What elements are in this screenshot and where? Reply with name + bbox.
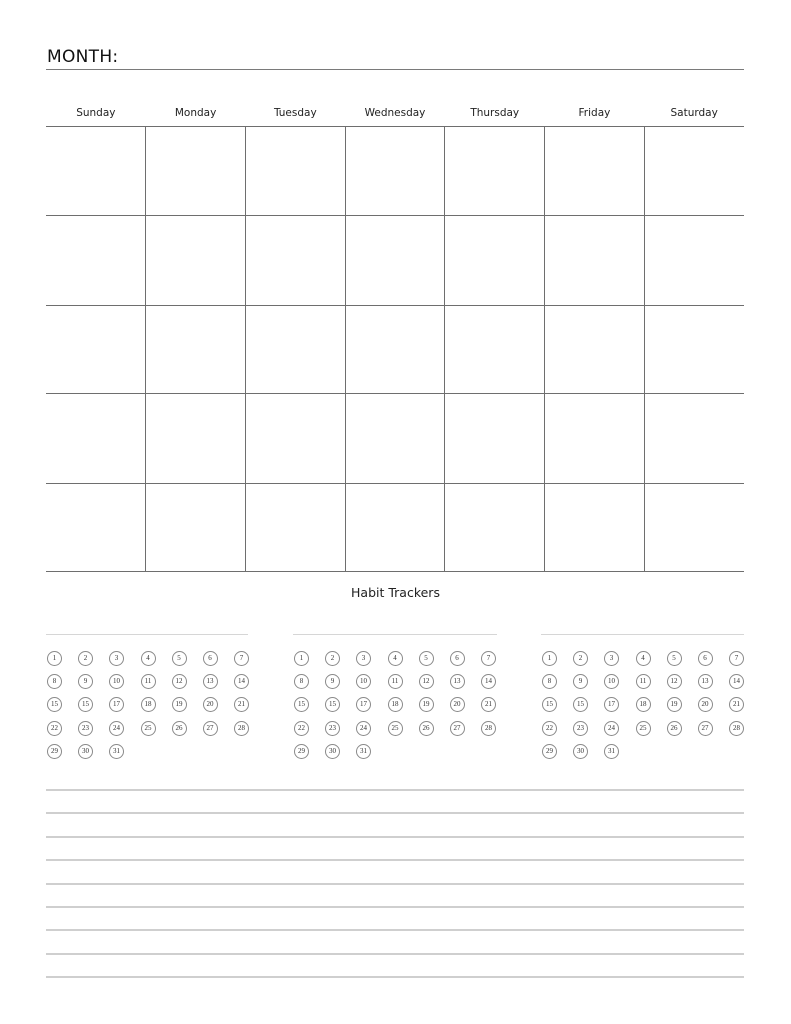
habit-day-circle[interactable]: 12: [667, 674, 682, 689]
calendar-day-cell[interactable]: [46, 484, 145, 571]
habit-day-circle[interactable]: 14: [481, 674, 496, 689]
calendar-day-cell[interactable]: [245, 306, 345, 393]
habit-day-circle[interactable]: 27: [698, 721, 713, 736]
habit-day-circle[interactable]: 24: [356, 721, 371, 736]
habit-day-circle[interactable]: 10: [604, 674, 619, 689]
calendar-day-cell[interactable]: [444, 127, 544, 215]
note-line[interactable]: [46, 929, 744, 931]
habit-day-circle[interactable]: 15: [47, 697, 62, 712]
habit-tracker-1: [46, 634, 248, 755]
habit-day-circle[interactable]: 15: [78, 697, 93, 712]
habit-day-circle[interactable]: 7: [234, 651, 249, 666]
habit-day-circle[interactable]: 30: [573, 744, 588, 759]
day-header-sunday: Sunday: [76, 107, 116, 119]
habit-day-circle[interactable]: 10: [109, 674, 124, 689]
habit-day-circle[interactable]: 25: [636, 721, 651, 736]
habit-day-circle[interactable]: 21: [729, 697, 744, 712]
habit-day-circle[interactable]: 29: [294, 744, 309, 759]
habit-day-circle[interactable]: 14: [234, 674, 249, 689]
habit-day-circle[interactable]: 15: [573, 697, 588, 712]
habit-day-circle[interactable]: 18: [141, 697, 156, 712]
day-header-saturday: Saturday: [670, 107, 718, 119]
habit-day-circle[interactable]: 27: [450, 721, 465, 736]
habit-day-circle[interactable]: 23: [573, 721, 588, 736]
note-line[interactable]: [46, 812, 744, 814]
calendar-day-cell[interactable]: [345, 216, 445, 305]
calendar-week-row: [46, 127, 744, 216]
calendar-day-cell[interactable]: [345, 127, 445, 215]
calendar-day-cell[interactable]: [245, 127, 345, 215]
habit-day-circle[interactable]: 15: [294, 697, 309, 712]
calendar-day-cell[interactable]: [444, 484, 544, 571]
habit-day-circle[interactable]: 20: [203, 697, 218, 712]
habit-day-circle[interactable]: 8: [294, 674, 309, 689]
calendar-day-cell[interactable]: [245, 216, 345, 305]
habit-day-circle[interactable]: 18: [636, 697, 651, 712]
habit-day-circle[interactable]: 4: [636, 651, 651, 666]
habit-day-circle[interactable]: 24: [604, 721, 619, 736]
habit-day-circle[interactable]: 20: [450, 697, 465, 712]
calendar-day-cell[interactable]: [444, 394, 544, 483]
note-line[interactable]: [46, 836, 744, 838]
calendar-day-cell[interactable]: [46, 394, 145, 483]
calendar-week-row: [46, 216, 744, 306]
calendar-day-cell[interactable]: [444, 216, 544, 305]
notes-lines: [46, 789, 744, 1000]
habit-day-circle[interactable]: 22: [47, 721, 62, 736]
habit-day-circle[interactable]: 22: [542, 721, 557, 736]
habit-day-circle[interactable]: 17: [109, 697, 124, 712]
habit-day-circle[interactable]: 25: [388, 721, 403, 736]
tracker-label-line[interactable]: [46, 634, 248, 635]
calendar-day-cell[interactable]: [544, 394, 644, 483]
calendar-day-cell[interactable]: [644, 394, 744, 483]
habit-day-circle[interactable]: 26: [172, 721, 187, 736]
calendar-day-cell[interactable]: [245, 394, 345, 483]
habit-day-circle[interactable]: 2: [325, 651, 340, 666]
habit-day-circle[interactable]: 29: [47, 744, 62, 759]
habit-day-circle[interactable]: 3: [109, 651, 124, 666]
habit-day-circle[interactable]: 4: [388, 651, 403, 666]
day-header-wednesday: Wednesday: [364, 107, 426, 119]
habit-day-circle[interactable]: 8: [47, 674, 62, 689]
habit-day-circle[interactable]: 5: [667, 651, 682, 666]
calendar-day-cell[interactable]: [345, 394, 445, 483]
habit-day-circle[interactable]: 13: [698, 674, 713, 689]
habit-day-circle[interactable]: 19: [419, 697, 434, 712]
habit-day-circle[interactable]: 26: [419, 721, 434, 736]
habit-day-circle[interactable]: 9: [573, 674, 588, 689]
habit-day-circle[interactable]: 25: [141, 721, 156, 736]
calendar-day-cell[interactable]: [145, 484, 245, 571]
calendar-day-cell[interactable]: [444, 306, 544, 393]
habit-day-circle[interactable]: 17: [604, 697, 619, 712]
habit-day-circle[interactable]: 13: [203, 674, 218, 689]
habit-day-circle[interactable]: 19: [667, 697, 682, 712]
tracker-label-line[interactable]: [293, 634, 497, 635]
habit-day-circle[interactable]: 11: [388, 674, 403, 689]
habit-day-circle[interactable]: 23: [78, 721, 93, 736]
month-title: MONTH:: [47, 47, 119, 67]
calendar-day-cell[interactable]: [145, 394, 245, 483]
habit-day-circle[interactable]: 1: [542, 651, 557, 666]
habit-day-circle[interactable]: 23: [325, 721, 340, 736]
calendar-day-cell[interactable]: [345, 484, 445, 571]
calendar-day-cell[interactable]: [644, 306, 744, 393]
note-line[interactable]: [46, 953, 744, 955]
habit-day-circle[interactable]: 28: [729, 721, 744, 736]
calendar-header: [46, 100, 744, 127]
habit-day-circle[interactable]: 19: [172, 697, 187, 712]
habit-day-circle[interactable]: 15: [325, 697, 340, 712]
calendar-day-cell[interactable]: [46, 216, 145, 305]
habit-day-circle[interactable]: 15: [542, 697, 557, 712]
day-header-monday: Monday: [174, 107, 217, 119]
habit-day-circle[interactable]: 3: [604, 651, 619, 666]
calendar-day-cell[interactable]: [544, 127, 644, 215]
habit-day-circle[interactable]: 9: [325, 674, 340, 689]
habit-day-circle[interactable]: 1: [294, 651, 309, 666]
note-line[interactable]: [46, 906, 744, 908]
tracker-label-line[interactable]: [541, 634, 744, 635]
habit-day-circle[interactable]: 24: [109, 721, 124, 736]
habit-tracker-2: [293, 634, 497, 755]
note-line[interactable]: [46, 883, 744, 885]
habit-day-circle[interactable]: 2: [573, 651, 588, 666]
note-line[interactable]: [46, 976, 744, 978]
habit-day-circle[interactable]: 26: [667, 721, 682, 736]
habit-day-circle[interactable]: 11: [141, 674, 156, 689]
day-header-tuesday: Tuesday: [273, 107, 317, 119]
calendar-day-cell[interactable]: [544, 484, 644, 571]
habit-day-circle[interactable]: 7: [729, 651, 744, 666]
habit-day-circle[interactable]: 9: [78, 674, 93, 689]
habit-day-circle[interactable]: 12: [172, 674, 187, 689]
habit-day-circle[interactable]: 21: [234, 697, 249, 712]
calendar-day-cell[interactable]: [345, 306, 445, 393]
calendar-day-cell[interactable]: [145, 216, 245, 305]
calendar-day-cell[interactable]: [544, 216, 644, 305]
habit-day-circle[interactable]: 5: [172, 651, 187, 666]
habit-day-circle[interactable]: 31: [604, 744, 619, 759]
note-line[interactable]: [46, 859, 744, 861]
habit-day-circle[interactable]: 13: [450, 674, 465, 689]
habit-day-circle[interactable]: 11: [636, 674, 651, 689]
habit-day-circle[interactable]: 31: [109, 744, 124, 759]
calendar-week-row: [46, 484, 744, 572]
habit-day-circle[interactable]: 3: [356, 651, 371, 666]
habit-day-circle[interactable]: 6: [203, 651, 218, 666]
calendar-body: [46, 127, 744, 572]
calendar-week-row: [46, 394, 744, 484]
calendar-day-cell[interactable]: [544, 306, 644, 393]
habit-day-circle[interactable]: 4: [141, 651, 156, 666]
habit-day-circle[interactable]: 8: [542, 674, 557, 689]
habit-day-circle[interactable]: 30: [325, 744, 340, 759]
habit-day-circle[interactable]: 20: [698, 697, 713, 712]
calendar-day-cell[interactable]: [46, 127, 145, 215]
habit-day-circle[interactable]: 21: [481, 697, 496, 712]
habit-day-circle[interactable]: 18: [388, 697, 403, 712]
habit-day-circle[interactable]: 2: [78, 651, 93, 666]
calendar-day-cell[interactable]: [644, 127, 744, 215]
calendar-day-cell[interactable]: [46, 306, 145, 393]
calendar-day-cell[interactable]: [644, 216, 744, 305]
habit-day-circle[interactable]: 31: [356, 744, 371, 759]
habit-day-circle[interactable]: 1: [47, 651, 62, 666]
calendar-grid: [46, 100, 744, 572]
habit-day-circle[interactable]: 14: [729, 674, 744, 689]
habit-day-circle[interactable]: 7: [481, 651, 496, 666]
habit-day-circle[interactable]: 22: [294, 721, 309, 736]
habit-day-circle[interactable]: 6: [698, 651, 713, 666]
habit-trackers-title: Habit Trackers: [351, 585, 440, 600]
habit-day-circle[interactable]: 28: [481, 721, 496, 736]
habit-tracker-3: [541, 634, 744, 755]
habit-day-circle[interactable]: 10: [356, 674, 371, 689]
habit-day-circle[interactable]: 29: [542, 744, 557, 759]
note-line[interactable]: [46, 789, 744, 791]
habit-day-circle[interactable]: 5: [419, 651, 434, 666]
habit-day-circle[interactable]: 12: [419, 674, 434, 689]
habit-day-circle[interactable]: 30: [78, 744, 93, 759]
habit-day-circle[interactable]: 28: [234, 721, 249, 736]
habit-day-circle[interactable]: 6: [450, 651, 465, 666]
day-header-thursday: Thursday: [470, 107, 520, 119]
calendar-week-row: [46, 306, 744, 394]
habit-day-circle[interactable]: 17: [356, 697, 371, 712]
calendar-day-cell[interactable]: [145, 306, 245, 393]
calendar-day-cell[interactable]: [145, 127, 245, 215]
calendar-day-cell[interactable]: [245, 484, 345, 571]
calendar-day-cell[interactable]: [644, 484, 744, 571]
month-underline[interactable]: [46, 69, 744, 70]
habit-day-circle[interactable]: 27: [203, 721, 218, 736]
day-header-friday: Friday: [578, 107, 611, 119]
